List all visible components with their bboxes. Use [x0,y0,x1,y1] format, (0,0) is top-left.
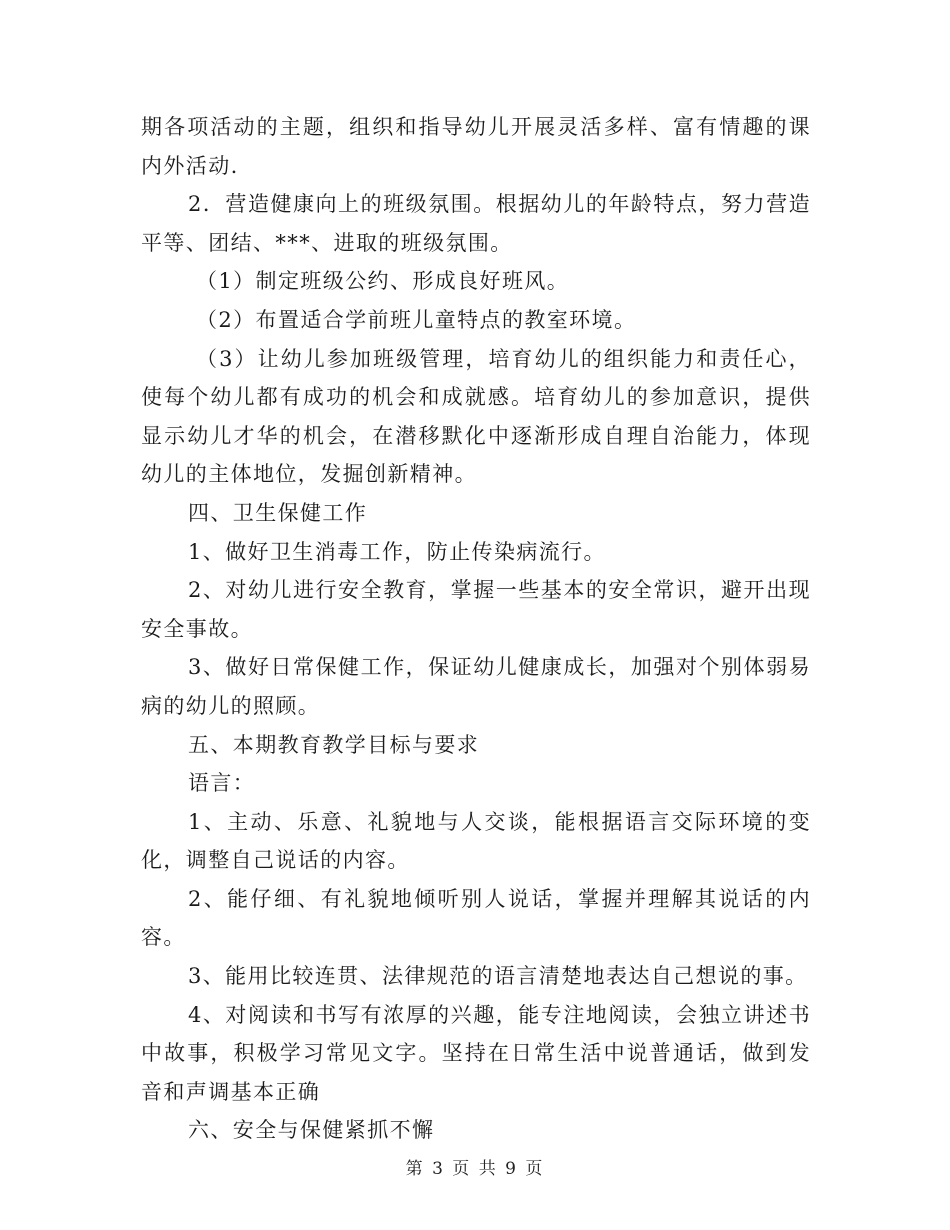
paragraph-class-atmosphere: 2．营造健康向上的班级氛围。根据幼儿的年龄特点，努力营造平等、团结、***、进取的班级氛围。 [141,192,811,255]
document-body [141,108,811,1150]
paragraph-language-3: 3、能用比较连贯、法律规范的语言清楚地表达自己想说的事。 [188,964,808,989]
section-heading-safety: 六、安全与保健紧抓不懈 [188,1118,435,1143]
paragraph-item-3: （3）让幼儿参加班级管理，培育幼儿的组织能力和责任心，使每个幼儿都有成功的机会和成就感。培育幼儿的参加意识，提供显示幼儿才华的机会，在潜移默化中逐渐形成自理自治能力，体现幼儿的主体地位，发掘创新精神。 [141,346,811,487]
paragraph-health-3: 3、做好日常保健工作，保证幼儿健康成长，加强对个别体弱易病的幼儿的照顾。 [141,655,811,718]
paragraph-language-1: 1、主动、乐意、礼貌地与人交谈，能根据语言交际环境的变化，调整自己说话的内容。 [141,809,811,873]
paragraph-item-2: （2）布置适合学前班儿童特点的教室环境。 [196,307,637,332]
paragraph-language-2: 2、能仔细、有礼貌地倾听别人说话，掌握并理解其说话的内容。 [141,886,811,950]
paragraph-continuation: 期各项活动的主题，组织和指导幼儿开展灵活多样、富有情趣的课内外活动. [141,115,811,178]
paragraph-item-1: （1）制定班级公约、形成良好班风。 [196,269,570,294]
section-heading-goals: 五、本期教育教学目标与要求 [188,732,480,757]
page-number-footer: 第 3 页 共 9 页 [405,1159,545,1179]
subheading-language: 语言： [188,771,256,796]
paragraph-health-2: 2、对幼儿进行安全教育，掌握一些基本的安全常识，避开出现安全事故。 [141,578,811,641]
paragraph-health-1: 1、做好卫生消毒工作，防止传染病流行。 [188,539,606,564]
section-heading-health: 四、卫生保健工作 [188,500,368,525]
paragraph-language-4: 4、对阅读和书写有浓厚的兴趣，能专注地阅读，会独立讲述书中故事，积极学习常见文字。坚持在日常生活中说普通话，做到发音和声调基本正确 [141,1002,811,1104]
